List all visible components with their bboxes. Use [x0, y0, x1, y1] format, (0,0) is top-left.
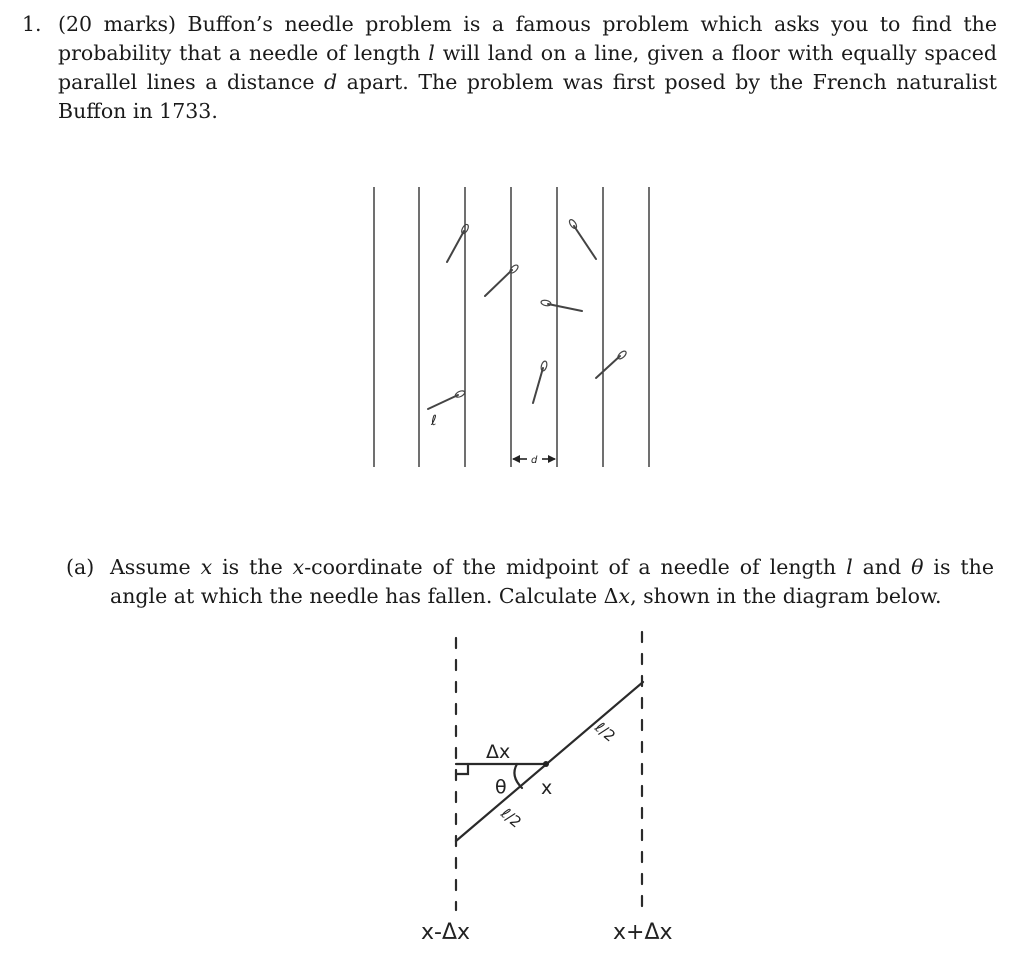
- right-line-label: x+Δx: [613, 920, 673, 945]
- theta-arc: [514, 764, 522, 788]
- math-x: x: [292, 555, 305, 579]
- math-length-l: l: [428, 41, 435, 65]
- subpart-text-segment: is the angle at which the needle has fallen. Calculate Δ: [110, 555, 994, 608]
- delta-x-label: Δx: [486, 741, 511, 763]
- problem-text-segment: apart. The problem was first posed by the French naturalist Buffon in 1733.: [58, 70, 997, 123]
- distance-label: d: [531, 455, 538, 466]
- subpart-text-segment: and: [852, 555, 912, 579]
- math-x: x: [618, 584, 631, 608]
- theta-label: θ: [495, 776, 507, 798]
- subpart-text-segment: -coordinate of the midpoint of a needle of length: [304, 555, 847, 579]
- midpoint-dot: [543, 761, 549, 767]
- math-distance-d: d: [324, 70, 338, 94]
- math-x: x: [200, 555, 213, 579]
- subpart-label: (a): [66, 555, 95, 579]
- subpart-text-segment: is the: [212, 555, 293, 579]
- right-angle-marker: [456, 764, 468, 774]
- upper-half-length-label: ℓ/2: [591, 718, 619, 746]
- problem-text-segment: will land on a line, given a floor with equally spaced parallel lines a distance: [58, 41, 997, 94]
- problem-number: 1.: [22, 12, 42, 36]
- math-theta: θ: [911, 555, 924, 579]
- left-line-label: x-Δx: [421, 920, 471, 945]
- math-length-l: l: [846, 555, 853, 579]
- needle-length-label: ℓ: [431, 413, 437, 429]
- needle-line: [456, 682, 643, 841]
- subpart-text-segment: Assume: [110, 555, 201, 579]
- problem-text-segment: (20 marks) Buffon’s needle problem is a famous problem which asks you to find the probability that a needle of length: [58, 12, 997, 65]
- subpart-text-segment: , shown in the diagram below.: [630, 584, 942, 608]
- x-label: x: [541, 777, 553, 799]
- lower-half-length-label: ℓ/2: [497, 804, 525, 832]
